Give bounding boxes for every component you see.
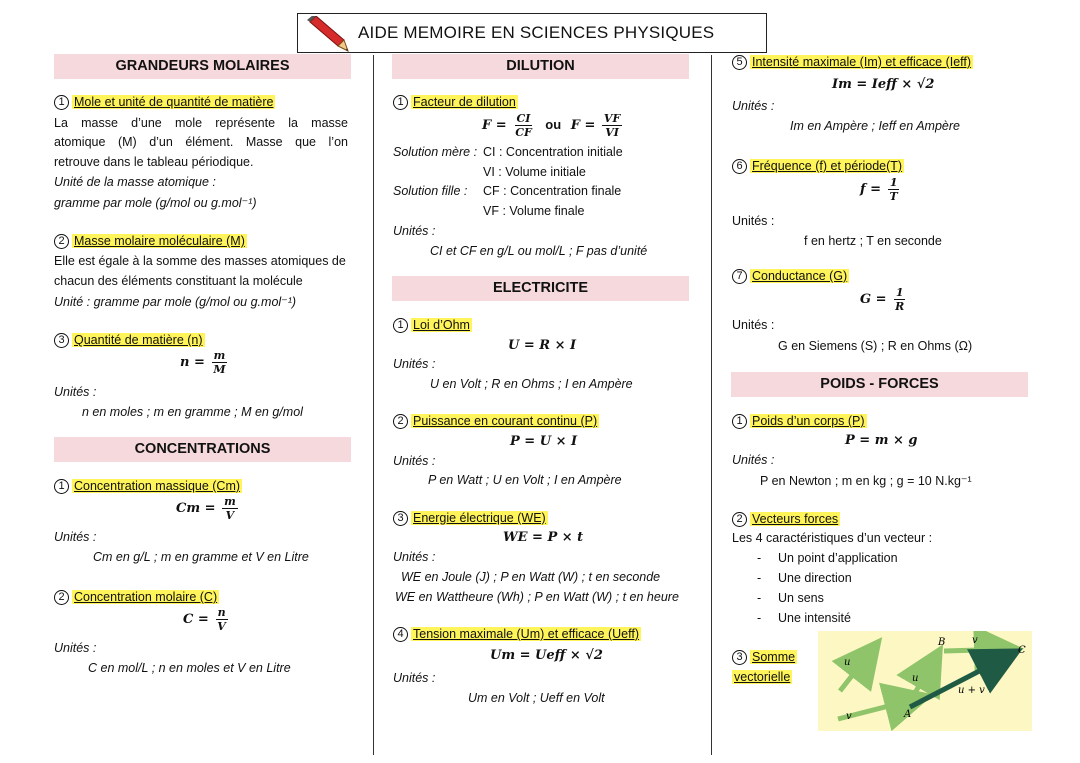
poids-s2-intro: Les 4 caractéristiques d’un vecteur : <box>732 531 933 545</box>
dilution-mere-2: VI : Volume initiale <box>483 165 586 179</box>
pencil-icon <box>304 16 350 52</box>
vector-v-right <box>944 649 1014 651</box>
grandeurs-s2-line3: Unité : gramme par mole (g/mol ou g.mol⁻¹) <box>54 295 297 309</box>
column-divider-right <box>711 55 712 755</box>
formula-intensite: Im = Ieff × √2 <box>832 77 935 92</box>
elec-s1-heading: 1 Loi d’Ohm <box>393 318 472 333</box>
elec-s2-heading: 2 Puissance en courant continu (P) <box>393 414 599 429</box>
label-sum: u + v <box>958 685 985 696</box>
dilution-mere-label: Solution mère : <box>393 145 478 159</box>
label-u-right: u <box>912 673 919 684</box>
grandeurs-s2-title: Masse molaire moléculaire (M) <box>74 234 245 248</box>
elec-s2-units: P en Watt ; U en Volt ; I en Ampère <box>428 473 622 487</box>
poids-s2-title: Vecteurs forces <box>752 512 839 526</box>
formula-tension: Um = Ueff × √2 <box>490 648 603 663</box>
formula-ohm: U = R × I <box>508 338 577 353</box>
vector-u-left <box>840 645 876 691</box>
grandeurs-s1-line3: retrouve dans le tableau périodique. <box>54 155 254 169</box>
right-s5-units: Im en Ampère ; Ieff en Ampère <box>790 119 960 133</box>
grandeurs-s3-units-label: Unités : <box>54 385 97 399</box>
list-item: Une intensité <box>778 611 851 625</box>
elec-s3-title: Energie électrique (WE) <box>413 511 546 525</box>
poids-s1-units-label: Unités : <box>732 453 775 467</box>
list-item: - <box>757 611 762 625</box>
grandeurs-s2-line1: Elle est égale à la somme des masses atomiques de <box>54 254 346 268</box>
dilution-s1-title: Facteur de dilution <box>413 95 516 109</box>
section-header-electricite: ELECTRICITE <box>392 276 689 301</box>
right-s6-title: Fréquence (f) et période(T) <box>752 159 903 173</box>
elec-s4-units-label: Unités : <box>393 671 436 685</box>
column-divider-left <box>373 55 374 755</box>
list-item: Une direction <box>778 571 852 585</box>
dilution-units: CI et CF en g/L ou mol/L ; F pas d’unité <box>430 244 648 258</box>
formula-puissance: P = U × I <box>510 434 578 449</box>
elec-s3-units1: WE en Joule (J) ; P en Watt (W) ; t en seconde <box>401 570 661 584</box>
grandeurs-s1-line5: gramme par mole (g/mol ou g.mol⁻¹) <box>54 196 257 210</box>
poids-s1-units: P en Newton ; m en kg ; g = 10 N.kg⁻¹ <box>760 474 972 488</box>
formula-conductance: G = $\frac{1}{R}$ <box>860 286 905 313</box>
vector-sum-figure <box>818 631 1032 731</box>
grandeurs-s1-heading: 1 Mole et unité de quantité de matière <box>54 95 275 110</box>
poids-s2-heading: 2 Vecteurs forces <box>732 512 840 527</box>
vector-sum <box>910 653 1014 707</box>
dilution-mere-1: CI : Concentration initiale <box>483 145 623 159</box>
formula-poids: P = m × g <box>845 433 918 448</box>
formula-energie: WE = P × t <box>503 530 584 545</box>
dilution-s1-heading: 1 Facteur de dilution <box>393 95 518 110</box>
elec-s3-heading: 3 Energie électrique (WE) <box>393 511 548 526</box>
list-item: - <box>757 591 762 605</box>
grandeurs-s2-heading: 2 Masse molaire moléculaire (M) <box>54 234 247 249</box>
formula-frequence: f = $\frac{1}{T}$ <box>860 176 898 203</box>
poids-s3-title2: vectorielle <box>734 670 791 684</box>
grandeurs-s3-title: Quantité de matière (n) <box>74 333 203 347</box>
elec-s2-title: Puissance en courant continu (P) <box>413 414 598 428</box>
section-header-dilution: DILUTION <box>392 54 689 79</box>
formula-c: C = $\frac{n}{V}$ <box>183 606 226 633</box>
poids-s1-heading: 1 Poids d’un corps (P) <box>732 414 867 429</box>
elec-s1-units: U en Volt ; R en Ohms ; I en Ampère <box>430 377 633 391</box>
poids-s1-title: Poids d’un corps (P) <box>752 414 865 428</box>
right-s7-units-label: Unités : <box>732 318 775 332</box>
elec-s1-units-label: Unités : <box>393 357 436 371</box>
grandeurs-s1-line4: Unité de la masse atomique : <box>54 175 216 189</box>
label-u-left: u <box>844 657 851 668</box>
dilution-fille-label: Solution fille : <box>393 184 468 198</box>
poids-s3-heading-line2 <box>732 670 792 684</box>
concentrations-s2-units-label: Unités : <box>54 641 97 655</box>
title-box <box>297 13 767 53</box>
poids-s3-title1: Somme <box>752 650 796 664</box>
label-v-right: v <box>972 635 978 646</box>
dilution-fille-2: VF : Volume finale <box>483 204 585 218</box>
right-s5-title: Intensité maximale (Im) et efficace (Ieff) <box>752 55 972 69</box>
label-A: A <box>904 709 912 720</box>
formula-cm: Cm = $\frac{m}{V}$ <box>176 495 236 522</box>
concentrations-s1-units: Cm en g/L ; m en gramme et V en Litre <box>93 550 309 564</box>
page-title: AIDE MEMOIRE EN SCIENCES PHYSIQUES <box>358 23 715 42</box>
section-header-grandeurs: GRANDEURS MOLAIRES <box>54 54 351 79</box>
poids-s3-heading: 3 Somme <box>732 650 797 665</box>
right-s6-units: f en hertz ; T en seconde <box>804 234 942 248</box>
label-B: B <box>938 637 946 648</box>
grandeurs-s1-line2: atomique (M) d’un élément. Masse que l’on <box>54 135 348 149</box>
right-s6-units-label: Unités : <box>732 214 775 228</box>
concentrations-s1-heading: 1 Concentration massique (Cm) <box>54 479 242 494</box>
list-item: Un point d’application <box>778 551 898 565</box>
concentrations-s2-units: C en mol/L ; n en moles et V en Litre <box>88 661 291 675</box>
section-header-concentrations: CONCENTRATIONS <box>54 437 351 462</box>
right-s5-heading: 5 Intensité maximale (Im) et efficace (Ieff) <box>732 55 973 70</box>
right-s6-heading: 6 Fréquence (f) et période(T) <box>732 159 904 174</box>
concentrations-s2-heading: 2 Concentration molaire (C) <box>54 590 219 605</box>
concentrations-s1-title: Concentration massique (Cm) <box>74 479 241 493</box>
concentrations-s1-units-label: Unités : <box>54 530 97 544</box>
concentrations-s2-title: Concentration molaire (C) <box>74 590 218 604</box>
label-v-left: v <box>846 711 852 722</box>
right-s7-heading: 7 Conductance (G) <box>732 269 849 284</box>
list-item: - <box>757 551 762 565</box>
elec-s3-units-label: Unités : <box>393 550 436 564</box>
list-item: Un sens <box>778 591 824 605</box>
right-s7-title: Conductance (G) <box>752 269 848 283</box>
list-item: - <box>757 571 762 585</box>
dilution-fille-1: CF : Concentration finale <box>483 184 622 198</box>
elec-s4-units: Um en Volt ; Ueff en Volt <box>468 691 605 705</box>
formula-dilution: F = $\frac{CI}{CF}$ ou F = $\frac{VF}{VI}$ <box>482 112 621 139</box>
grandeurs-s1-title: Mole et unité de quantité de matière <box>74 95 274 109</box>
formula-n: n = $\frac{m}{M}$ <box>180 349 226 376</box>
elec-s4-heading: 4 Tension maximale (Um) et efficace (Ueff) <box>393 627 641 642</box>
right-s5-units-label: Unités : <box>732 99 775 113</box>
section-header-poids: POIDS - FORCES <box>731 372 1028 397</box>
label-C: C <box>1018 645 1026 656</box>
dilution-units-label: Unités : <box>393 224 436 238</box>
elec-s4-title: Tension maximale (Um) et efficace (Ueff) <box>413 627 640 641</box>
elec-s1-title: Loi d’Ohm <box>413 318 470 332</box>
elec-s2-units-label: Unités : <box>393 454 436 468</box>
elec-s3-units2: WE en Wattheure (Wh) ; P en Watt (W) ; t en heure <box>395 590 679 604</box>
grandeurs-s3-heading: 3 Quantité de matière (n) <box>54 333 205 348</box>
grandeurs-s3-units: n en moles ; m en gramme ; M en g/mol <box>82 405 303 419</box>
right-s7-units: G en Siemens (S) ; R en Ohms (Ω) <box>778 339 973 353</box>
vector-sum-diagram <box>818 631 1032 731</box>
grandeurs-s2-line2: chacun des éléments constituant la molécule <box>54 274 303 288</box>
grandeurs-s1-line1: La masse d’une mole représente la masse <box>54 116 348 130</box>
